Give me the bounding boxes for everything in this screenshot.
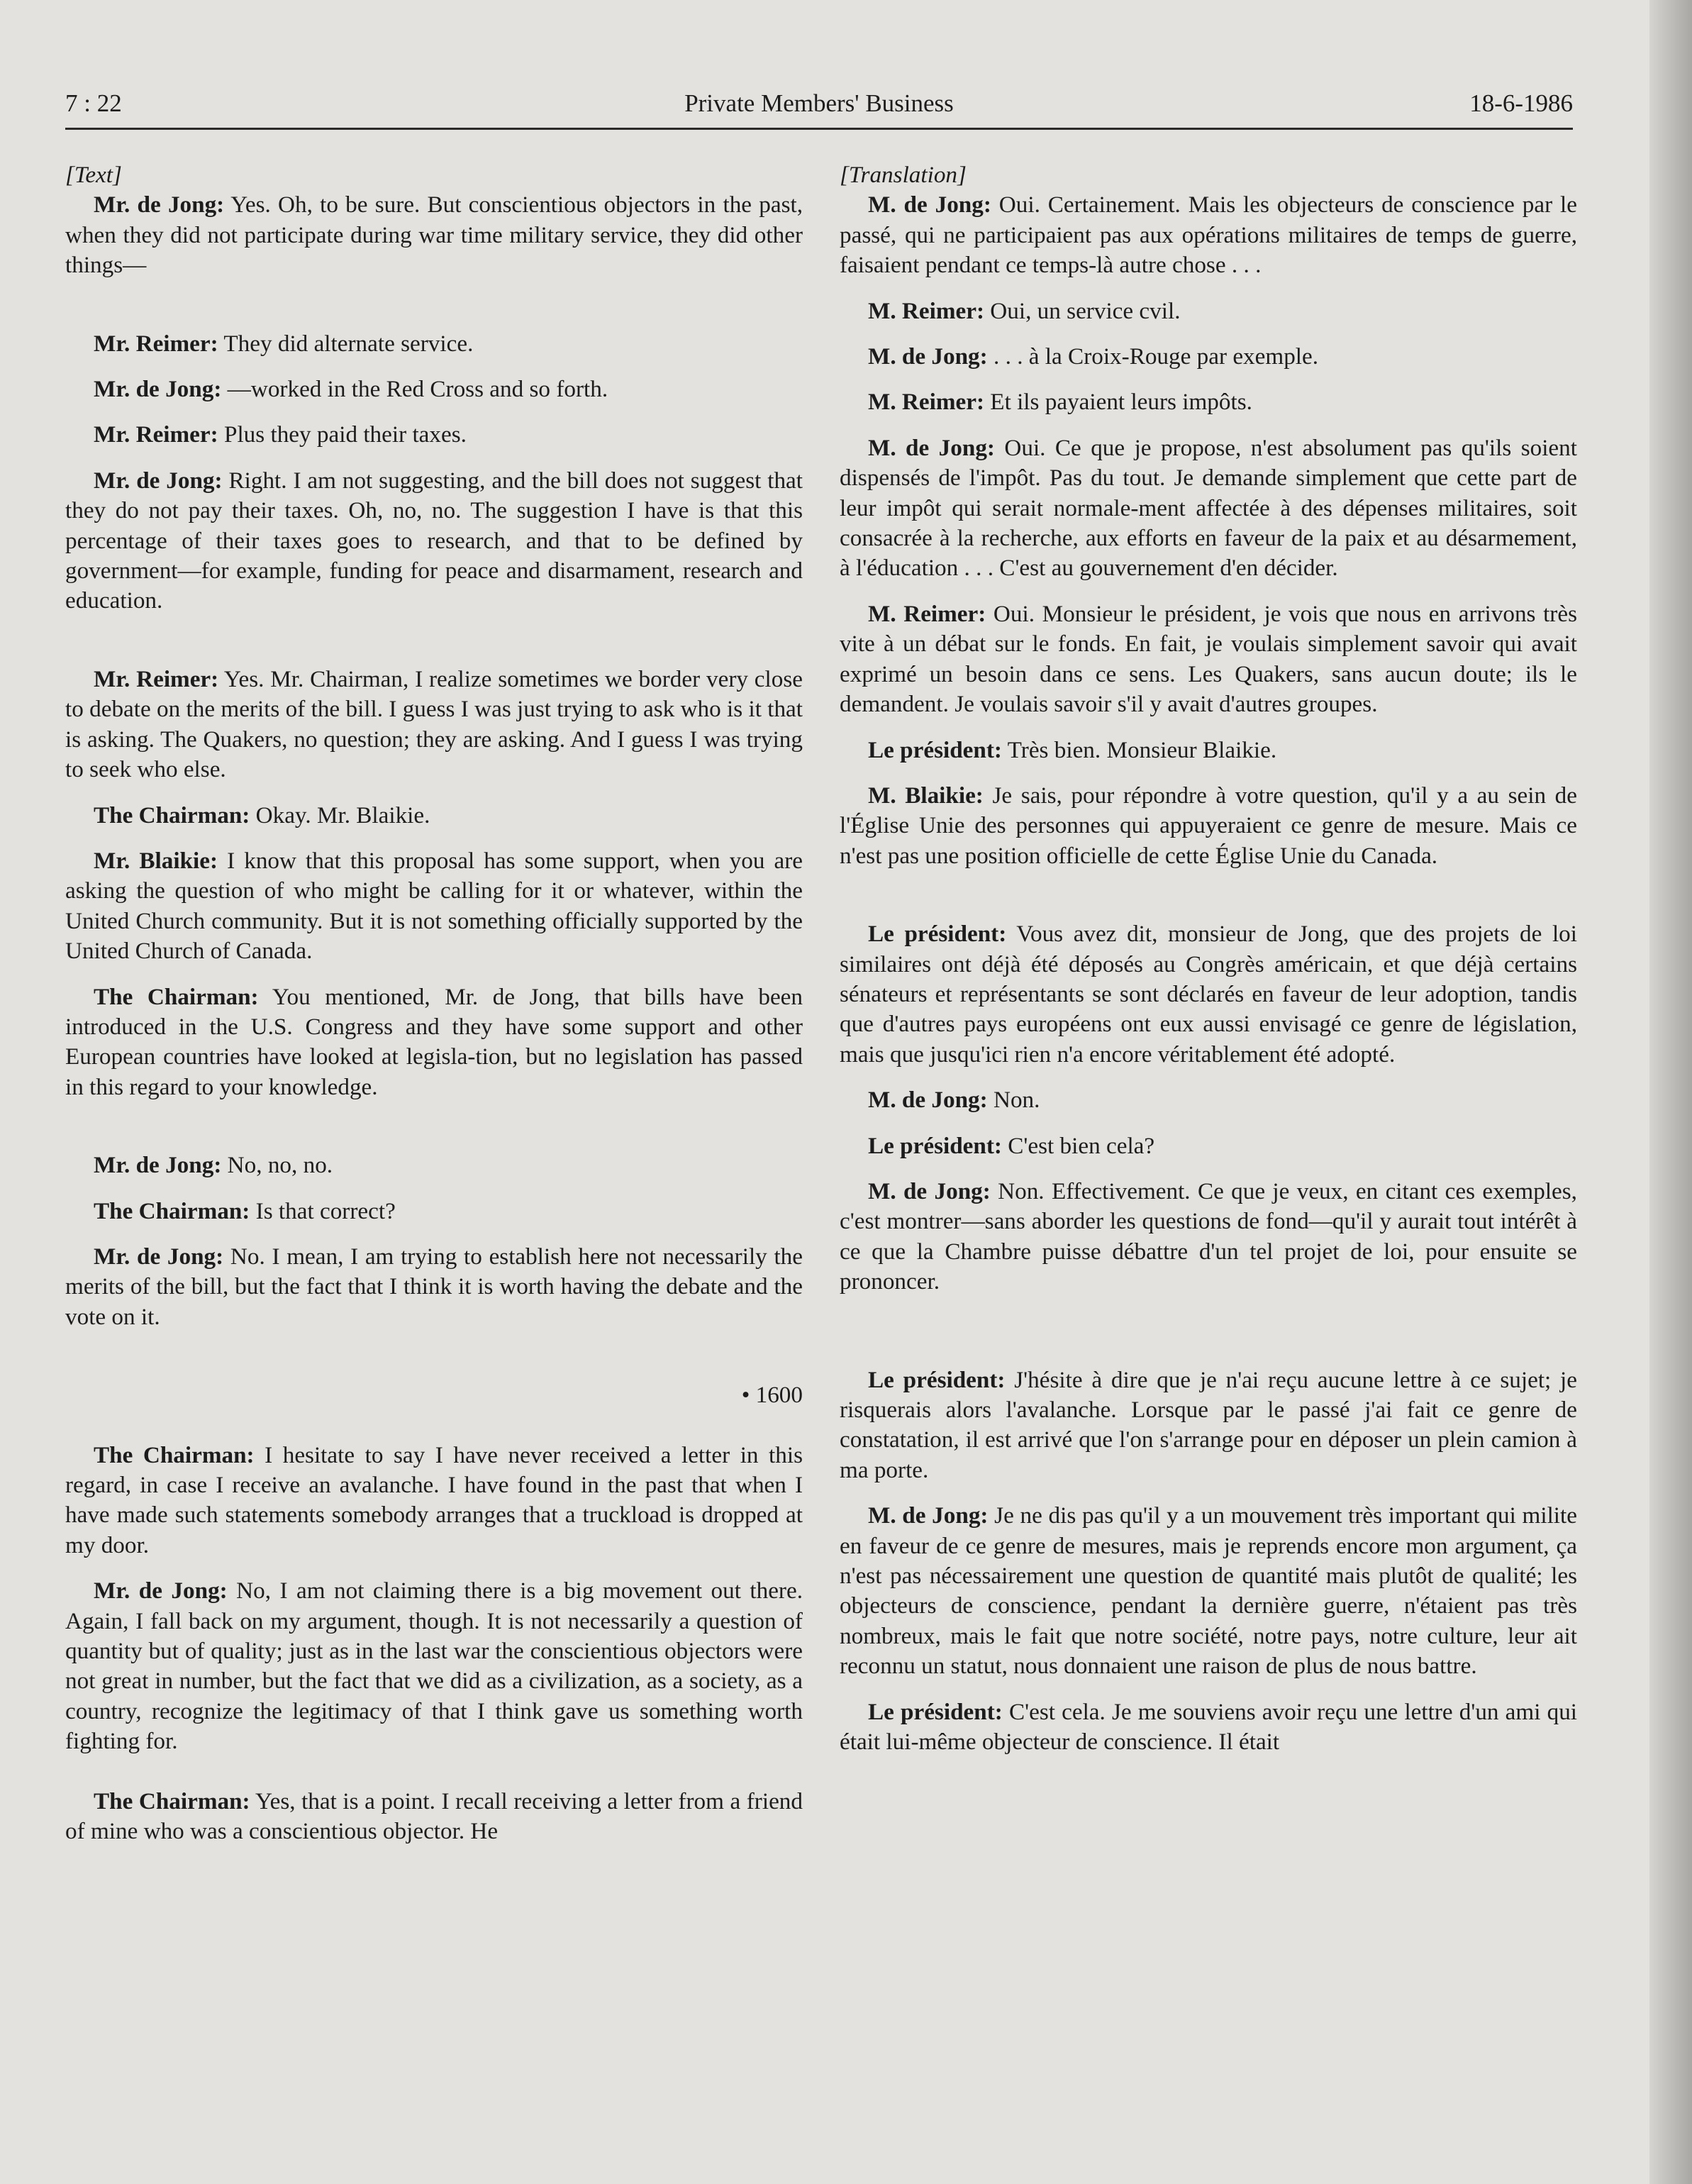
transcript-paragraph: M. de Jong: Non. Effectivement. Ce que je veux, en citant ces exemples, c'est montrer—sans aborder les questions de fond—qu'il y aurait tout intérêt à ce que la Chambre puisse débattre d'un tel projet de loi, pour ensuite se prononcer. — [840, 1177, 1577, 1295]
speaker-name: Mr. Reimer: — [94, 330, 218, 357]
transcript-paragraph: Mr. Reimer: Yes. Mr. Chairman, I realize sometimes we border very close to debate on the merits of the bill. I guess I was just trying to ask who is it that is asking. The Quakers, no question; they are asking. And I guess I was trying to seek who else. — [65, 665, 803, 783]
transcript-paragraph: Le président: J'hésite à dire que je n'ai reçu aucune lettre à ce sujet; je risquerais alors l'avalanche. Lorsque par le passé j'ai fait ce genre de constatation, il est arrivé que l'on s'arrange pour en déposer un plein camion à ma porte. — [840, 1366, 1578, 1483]
speaker-name: The Chairman: — [94, 802, 250, 828]
speaker-name: Mr. de Jong: — [94, 1578, 228, 1604]
transcript-paragraph: Mr. Reimer: They did alternate service. — [94, 330, 474, 357]
speaker-name: Le président: — [868, 736, 1002, 763]
speaker-name: The Chairman: — [94, 1441, 255, 1468]
transcript-paragraph: M. Blaikie: Je sais, pour répondre à votre question, qu'il y a au sein de l'Église Unie des personnes qui appuyeraient ce genre de mesure. Mais ce n'est pas une position officielle de cette Église Unie du Canada. — [840, 782, 1577, 869]
speaker-name: Mr. de Jong: — [94, 1243, 224, 1270]
section-label-translation: [Translation] — [840, 162, 967, 188]
speaker-name: M. Reimer: — [868, 600, 986, 627]
speaker-name: M. de Jong: — [868, 343, 988, 370]
transcript-paragraph: M. de Jong: Non. — [868, 1087, 1040, 1114]
transcript-paragraph: Mr. Reimer: Plus they paid their taxes. — [94, 421, 467, 448]
speaker-name: Mr. de Jong: — [94, 1152, 222, 1179]
page-number: 7 : 22 — [65, 89, 122, 117]
transcript-paragraph: M. de Jong: . . . à la Croix-Rouge par exemple. — [868, 343, 1319, 370]
transcript-paragraph: The Chairman: I hesitate to say I have never received a letter in this regard, in case I receive an avalanche. I have found in the past that when I have made such statements somebody arranges that a truckload is dropped at my door. — [65, 1441, 803, 1558]
transcript-paragraph: M. de Jong: Oui. Ce que je propose, n'est absolument pas qu'ils soient dispensés de l'impôt. Pas du tout. Je demande simplement que cette part de leur impôt qui serait normale-ment affectée à des dépenses militaires, soit consacrée à la recherche, aux efforts en faveur de la paix et au désarmement, à l'éducation . . . C'est au gouvernement d'en décider. — [840, 434, 1577, 582]
transcript-paragraph: The Chairman: Yes, that is a point. I recall receiving a letter from a friend of mine who was a conscientious objector. He — [65, 1787, 803, 1845]
french-column — [840, 160, 1577, 1757]
transcript-paragraph: Mr. de Jong: Yes. Oh, to be sure. But conscientious objectors in the past, when they did not participate during war time military service, they did other things— — [65, 192, 803, 279]
speaker-name: Mr. Reimer: — [94, 421, 218, 448]
transcript-paragraph: Mr. Blaikie: I know that this proposal has some support, when you are asking the question of who might be calling for it or whatever, within the United Church community. But it is not something officially supported by the United Church of Canada. — [65, 847, 803, 965]
speaker-name: M. Blaikie: — [868, 782, 984, 809]
running-title: Private Members' Business — [684, 89, 954, 117]
transcript-paragraph: Mr. de Jong: No, I am not claiming there is a big movement out there. Again, I fall back on my argument, though. It is not necessarily a question of quantity but of quality; just as in the last war the conscientious objectors were not great in number, but the fact that we did as a civilization, as a society, as a country, recognize the legitimacy of that I think gave us something worth fighting for. — [65, 1578, 803, 1755]
speaker-name: Le président: — [868, 1132, 1002, 1159]
speaker-name: Mr. Blaikie: — [94, 847, 218, 874]
transcript-paragraph: M. Reimer: Oui. Monsieur le président, je vois que nous en arrivons très vite à un débat sur le fonds. En fait, je voulais simplement savoir qui avait exprimé un besoin dans ce sens. Les Quakers, sans aucun doute; ils le demandent. Je voulais savoir s'il y avait d'autres groupes. — [840, 600, 1577, 718]
speaker-name: Le président: — [868, 1366, 1006, 1393]
speaker-name: M. de Jong: — [868, 1087, 988, 1114]
speaker-name: M. de Jong: — [868, 1502, 989, 1529]
speaker-name: Mr. de Jong: — [94, 192, 225, 218]
speaker-name: Le président: — [868, 921, 1007, 948]
transcript-paragraph: Le président: C'est cela. Je me souviens avoir reçu une lettre d'un ami qui était lui-même objecteur de conscience. Il était — [840, 1698, 1578, 1756]
speaker-name: Mr. Reimer: — [94, 665, 219, 692]
transcript-paragraph: M. de Jong: Oui. Certainement. Mais les objecteurs de conscience par le passé, qui ne participaient pas aux opérations militaires de temps de guerre, faisaient pendant ce temps-là autre chose . . . — [840, 192, 1577, 279]
speaker-name: Mr. de Jong: — [94, 467, 223, 494]
transcript-paragraph: Mr. de Jong: —worked in the Red Cross and so forth. — [94, 376, 608, 403]
transcript-paragraph: M. Reimer: Oui, un service cvil. — [868, 297, 1181, 324]
transcript-paragraph: Le président: C'est bien cela? — [868, 1132, 1155, 1159]
transcript-paragraph: Le président: Vous avez dit, monsieur de Jong, que des projets de loi similaires ont déjà été déposés au Congrès américain, et que déjà certains sénateurs et représentants se sont déclarés en faveur de leur adoption, tandis que d'autres pays européens ont eux aussi envisagé ce genre de législation, mais que jusqu'ici rien n'a encore véritablement été adopté. — [840, 921, 1577, 1068]
speaker-name: M. de Jong: — [868, 434, 995, 461]
transcript-paragraph: M. Reimer: Et ils payaient leurs impôts. — [868, 389, 1252, 416]
transcript-paragraph: Mr. de Jong: No. I mean, I am trying to establish here not necessarily the merits of the bill, but the fact that I think it is worth having the debate and the vote on it. — [65, 1243, 803, 1330]
issue-date: 18-6-1986 — [1469, 89, 1573, 117]
section-label-text: [Text] — [65, 162, 122, 188]
english-column — [65, 160, 803, 1846]
speaker-name: M. Reimer: — [868, 389, 984, 416]
speaker-name: M. Reimer: — [868, 297, 984, 324]
speaker-name: The Chairman: — [94, 983, 259, 1010]
time-marker: • 1600 — [741, 1382, 803, 1409]
speaker-name: The Chairman: — [94, 1197, 250, 1224]
speaker-name: Le président: — [868, 1698, 1003, 1725]
page-edge-shadow — [1649, 0, 1692, 2184]
transcript-paragraph: M. de Jong: Je ne dis pas qu'il y a un mouvement très important qui milite en faveur de ce genre de mesures, mais je reprends encore mon argument, ça n'est pas nécessairement une question de quantité mais plutôt de qualité; les objecteurs de conscience, pendant la dernière guerre, n'étaient pas très nombreux, mais le fait que notre société, notre pays, notre culture, leur ait reconnu un statut, nous donnaient une raison de plus de nous battre. — [840, 1502, 1577, 1680]
speaker-name: The Chairman: — [94, 1787, 250, 1814]
transcript-paragraph: The Chairman: You mentioned, Mr. de Jong, that bills have been introduced in the U.S. Congress and they have some support and other European countries have looked at legisla-tion, but no legislation has passed in this regard to your knowledge. — [65, 983, 803, 1100]
speaker-name: M. de Jong: — [868, 192, 991, 218]
transcript-paragraph: Mr. de Jong: No, no, no. — [94, 1152, 333, 1179]
transcript-paragraph: Mr. de Jong: Right. I am not suggesting, and the bill does not suggest that they do not pay their taxes. Oh, no, no. The suggestion I have is that this percentage of their taxes goes to research, and that to be defined by government—for example, funding for peace and disarmament, research and education. — [65, 467, 803, 614]
transcript-paragraph: Le président: Très bien. Monsieur Blaikie. — [868, 736, 1277, 763]
page-header — [65, 84, 1573, 130]
transcript-paragraph: The Chairman: Is that correct? — [94, 1197, 396, 1224]
speaker-name: Mr. de Jong: — [94, 376, 222, 403]
transcript-paragraph: The Chairman: Okay. Mr. Blaikie. — [94, 802, 430, 828]
speaker-name: M. de Jong: — [868, 1177, 991, 1204]
